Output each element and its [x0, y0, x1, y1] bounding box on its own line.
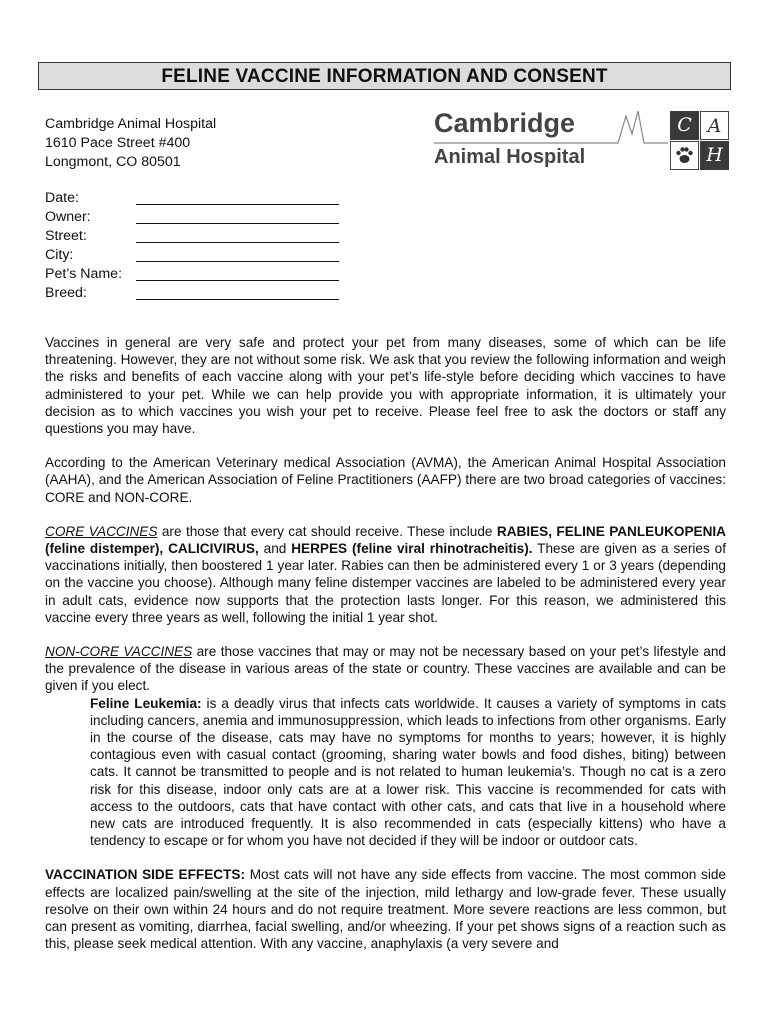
core-and: and [258, 541, 292, 557]
logo-name-line1: Cambridge [434, 108, 576, 138]
city-blank[interactable] [136, 261, 339, 262]
feline-leukemia-term: Feline Leukemia: [90, 695, 202, 711]
city-field[interactable] [45, 246, 345, 265]
noncore-rest: are those vaccines that may or may not be necessary based on your pet’s lifestyle and the prevalence of the disease in various areas of the state or country. These vaccines are available and can be given if you elect. [45, 644, 726, 694]
date-field[interactable] [45, 189, 345, 208]
paw-icon [670, 141, 699, 170]
core-diseases-1: RABIES, FELINE PANLEUKOPENIA (feline distemper), CALICIVIRUS, [45, 523, 727, 557]
side-effects-paragraph [45, 866, 726, 952]
avma-paragraph: According to the American Veterinary medical Association (AVMA), the American Animal Hospital Association (AAHA), and the American Association of Feline Practitioners (AAFP) there are two broad categories of vaccines: CORE and NON-CORE. [45, 455, 726, 505]
side-effects-text: Most cats will not have any side effects from vaccine. The most common side effects are localized pain/swelling at the site of the injection, mild lethargy and low-grade fever. These usually resolve on their own within 24 hours and do not require treatment. More severe reactions are less common, but can present as vomiting, diarrhea, facial swelling, and/or wheezing. If your pet shows signs of a reaction such as this, please seek medical attention. With any vaccine, anaphylaxis (a very severe and [45, 867, 726, 952]
core-lead: are those that every cat should receive. These include [157, 523, 497, 539]
street-blank[interactable] [136, 242, 339, 243]
breed-field[interactable] [45, 284, 345, 303]
date-blank[interactable] [136, 204, 339, 205]
feline-leukemia-text: is a deadly virus that infects cats worldwide. It causes a variety of symptoms in cats including cancers, anemia and immunosuppression, which leads to infections from other organisms. Early in the course of the disease, cats may have no symptoms for months to years; however, it is highly contagious even with casual contact (grooming, sharing water bowls and food dishes, biting) between cats. It cannot be transmitted to people and is not related to human leukemia’s. Though no cat is a zero risk for this disease, indoor only cats are at a lower risk. This vaccine is recommended for cats with access to the outdoors, cats that have contact with other cats, and cats that live in a household where new cats are introduced frequently. It is also recommended in cats (especially kittens) who have a tendency to escape or for whom you have not decided if they will be indoor or outdoor cats. [90, 695, 727, 849]
noncore-vaccines-paragraph [45, 643, 726, 695]
monogram-a: A [700, 111, 729, 140]
monogram-h: H [700, 141, 729, 170]
pet-name-blank[interactable] [136, 280, 339, 281]
pet-name-label: Pet’s Name: [45, 266, 123, 282]
core-diseases-2: HERPES (feline viral rhinotracheitis). [291, 541, 533, 557]
logo-name-line2: Animal Hospital [434, 146, 586, 168]
pet-name-field[interactable] [45, 265, 345, 284]
document-title: FELINE VACCINE INFORMATION AND CONSENT [38, 62, 731, 90]
heartbeat-line-icon [430, 106, 670, 174]
owner-label: Owner: [45, 209, 91, 225]
feline-leukemia-paragraph [45, 695, 726, 850]
breed-blank[interactable] [136, 299, 339, 300]
owner-blank[interactable] [136, 223, 339, 224]
clinic-address [45, 115, 216, 172]
core-rest: These are given as a series of vaccinations initially, then boostered 1 year later. Rabies can then be administered every 1 or 3 years (depending on the vaccine you choose). Although many feline distemper vaccines are labeled to be administered every year in adult cats, evidence now supports that the protection lasts longer. For this reason, we administered this vaccine every three years as well, following the initial 1 year shot. [45, 541, 727, 625]
noncore-vaccines-term: NON-CORE VACCINES [45, 644, 193, 660]
clinic-name: Cambridge Animal Hospital [45, 116, 217, 132]
side-effects-term: VACCINATION SIDE EFFECTS: [45, 867, 245, 883]
clinic-street: 1610 Pace Street #400 [45, 135, 191, 151]
breed-label: Breed: [45, 285, 87, 301]
core-vaccines-term: CORE VACCINES [45, 523, 158, 539]
monogram-c: C [670, 111, 699, 140]
clinic-logo [430, 106, 732, 174]
consent-body [45, 334, 726, 970]
date-label: Date: [45, 190, 79, 206]
intro-paragraph: Vaccines in general are very safe and protect your pet from many diseases, some of which can be life threatening. However, they are not without some risk. We ask that you review the following information and weigh the risks and benefits of each vaccine along with your pet’s life-style before deciding which vaccines to have administered to your pet. While we can help provide you with appropriate information, it is ultimately your decision as to which vaccines you wish your pet to receive. Please feel free to ask the doctors or staff any questions you may have. [45, 335, 726, 437]
owner-field[interactable] [45, 208, 345, 227]
owner-info-form [45, 189, 345, 303]
city-label: City: [45, 247, 74, 263]
clinic-city: Longmont, CO 80501 [45, 154, 181, 170]
street-field[interactable] [45, 227, 345, 246]
core-vaccines-paragraph [45, 523, 726, 626]
street-label: Street: [45, 228, 87, 244]
